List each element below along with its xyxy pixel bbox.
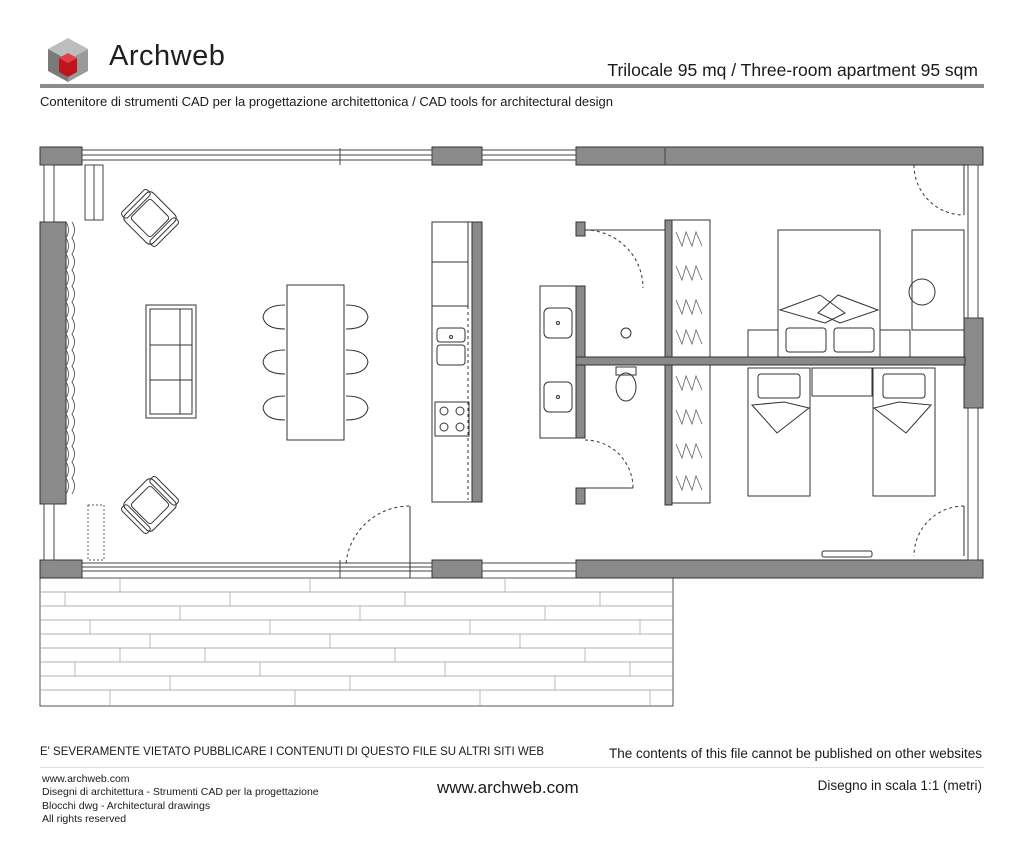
notice-italian: E' SEVERAMENTE VIETATO PUBBLICARE I CONTENUTI DI QUESTO FILE SU ALTRI SITI WEB [40,746,545,758]
floor-plan-drawing [0,140,1024,720]
wood-deck [40,578,673,706]
page-subtitle: Contenitore di strumenti CAD per la progettazione architettonica / CAD tools for architectural design [40,94,614,109]
armchair-bottom [119,474,181,536]
footer-url[interactable]: www.archweb.com [437,778,579,797]
kitchen [432,222,472,502]
curtain [66,222,104,560]
walls [40,147,983,578]
footer-line: Blocchi dwg - Architectural drawings [42,799,211,812]
radiator [822,551,872,557]
footer-rule [40,767,984,768]
brand-name: Archweb [109,40,226,72]
footer-info [42,773,319,827]
drawing-scale: Disegno in scala 1:1 (metri) [817,778,982,793]
footer-line: www.archweb.com [42,773,130,785]
double-bed [748,230,964,357]
single-beds [748,368,935,496]
notice-english: The contents of this file cannot be published on other websites [609,746,982,761]
header-rule [40,84,984,88]
footer-line: Disegni di architettura - Strumenti CAD per la progettazione [42,786,319,799]
page-title: Trilocale 95 mq / Three-room apartment 95 sqm [607,60,978,80]
sofa [146,305,196,418]
archweb-logo-icon [44,36,92,84]
dining-table [263,285,368,440]
footer-line: All rights reserved [42,813,127,826]
armchair-top [119,187,181,249]
